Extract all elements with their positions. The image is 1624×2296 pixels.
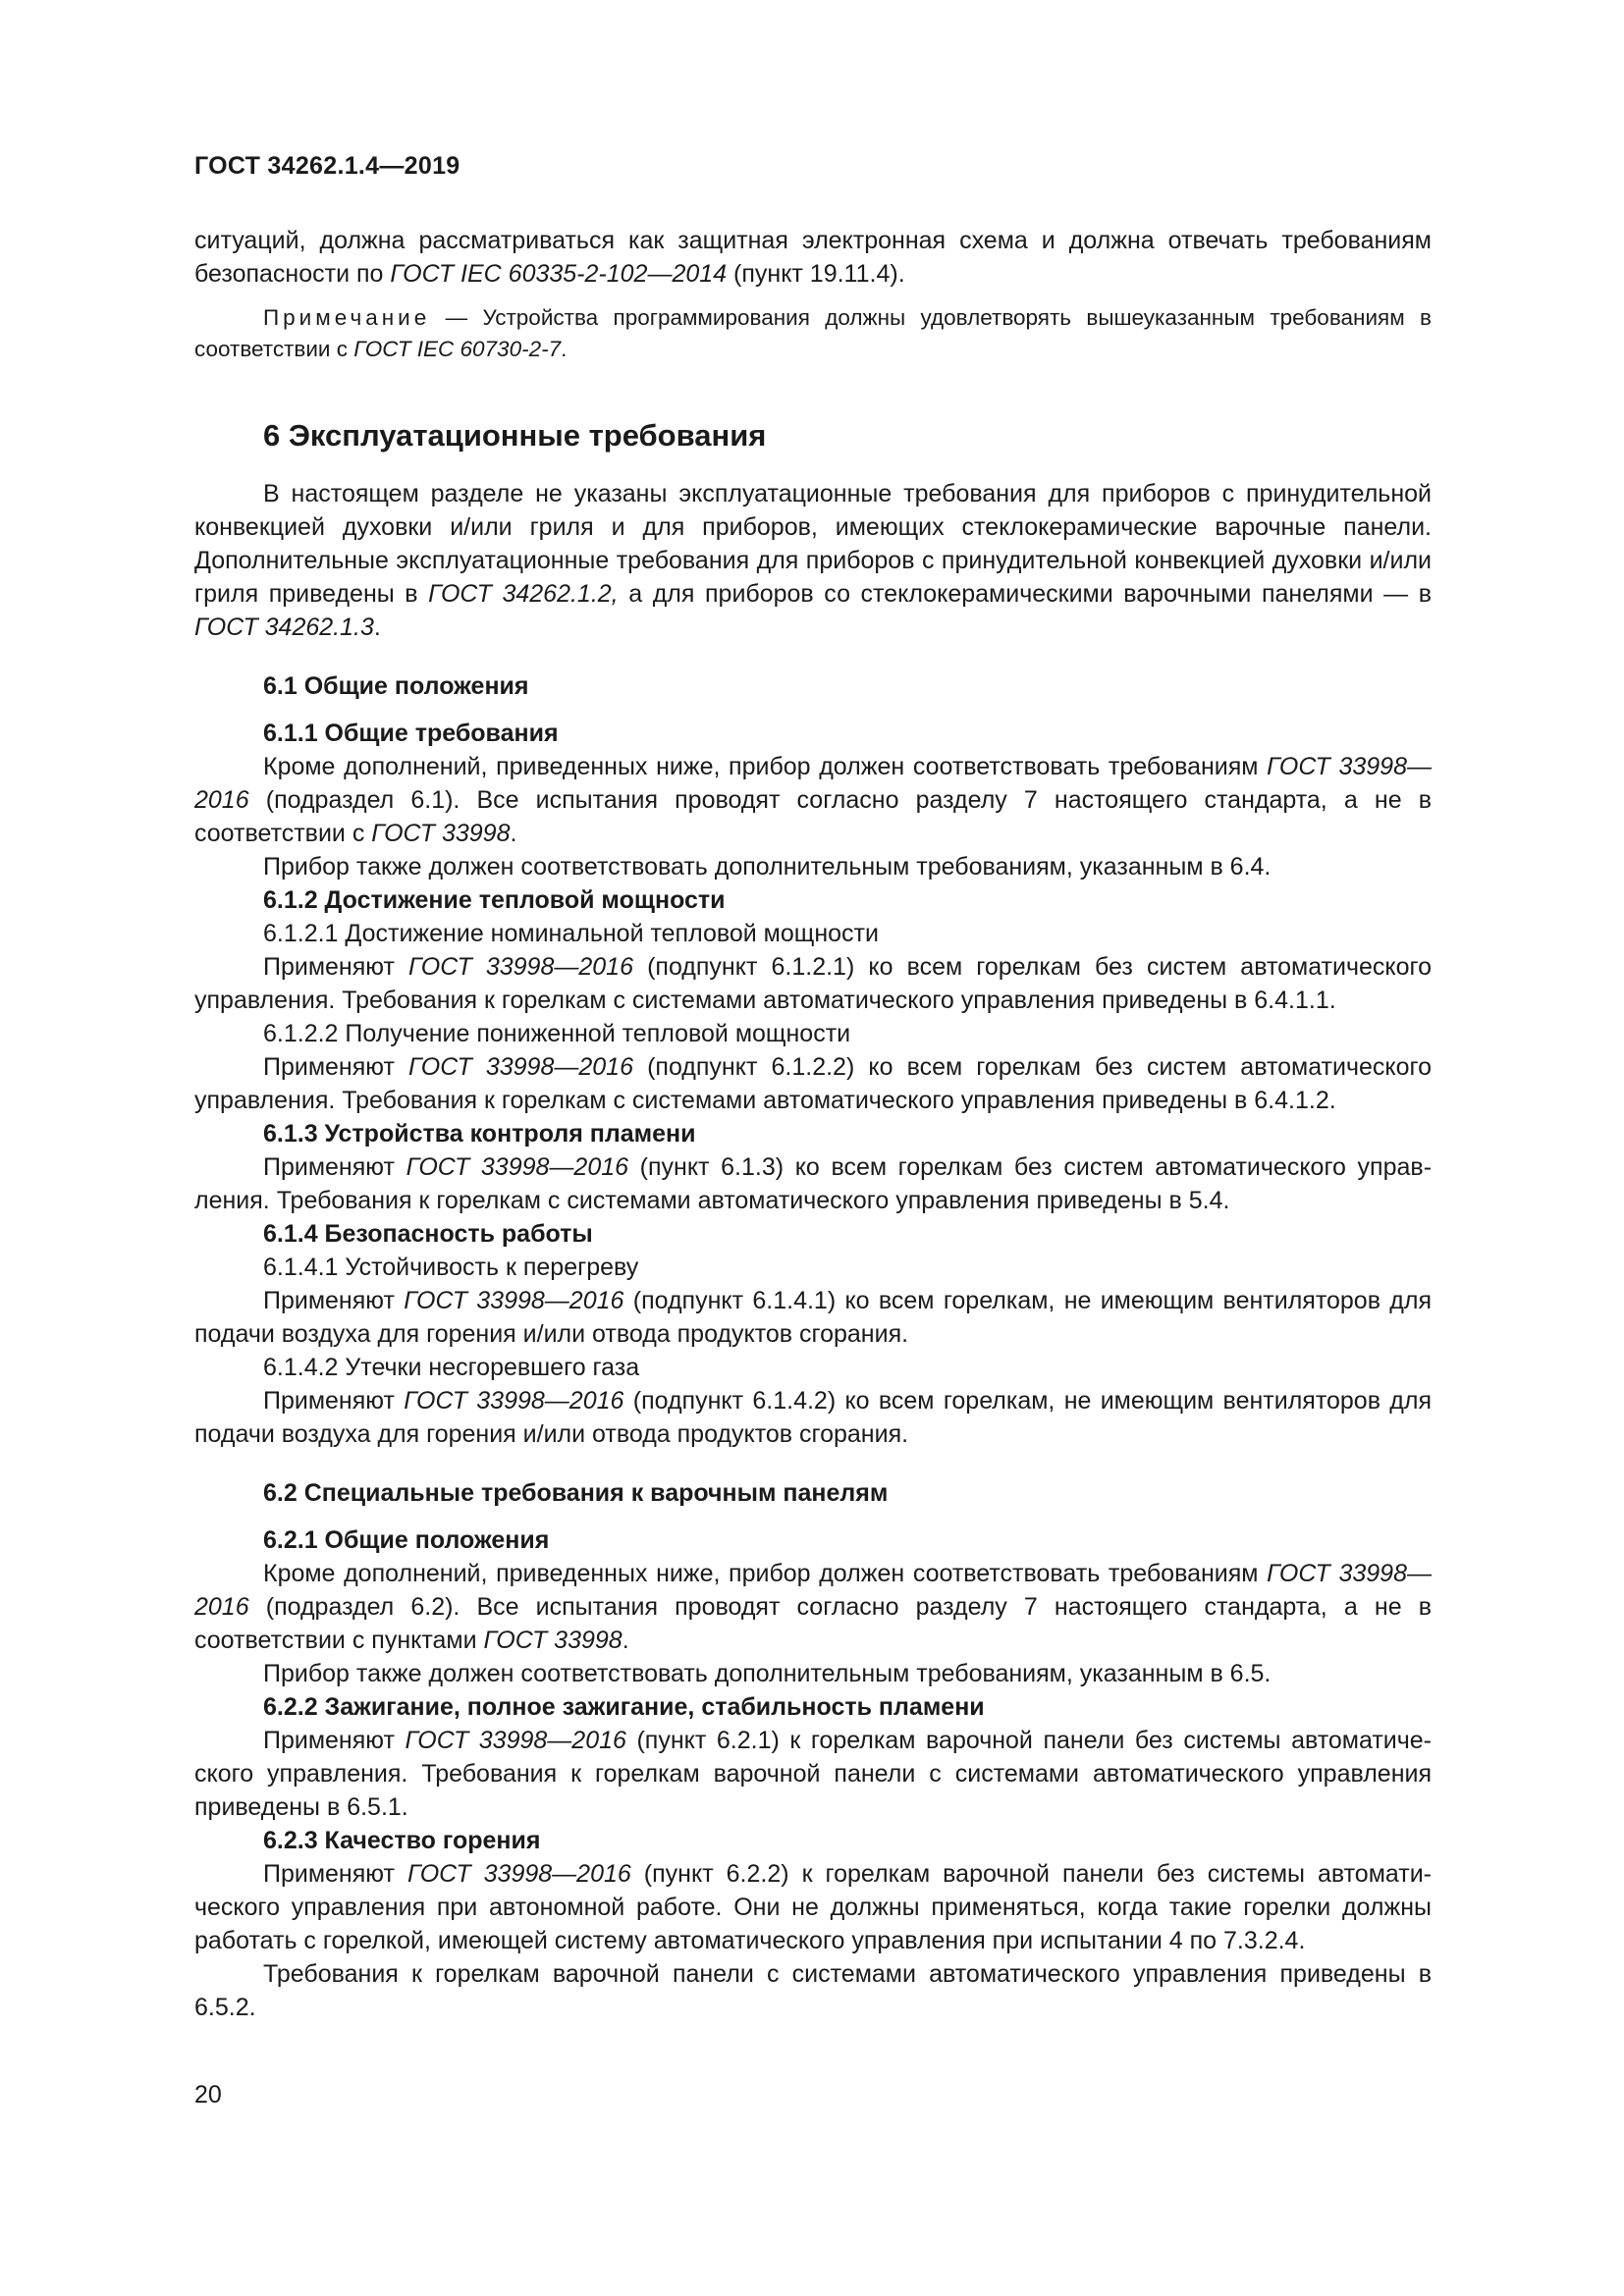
document-header-code: ГОСТ 34262.1.4—2019 (194, 152, 460, 180)
note-label: Примечание (263, 305, 431, 330)
reference-link: ГОСТ IEC 60335-2-102—2014 (390, 260, 728, 288)
subclause-6-1-2-1-text: Применяют ГОСТ 33998—2016 (подпункт 6.1.2.1) ко всем горелкам без систем автоматического управления. Требования к горелкам с системами автоматического управления приведены в 6.4.1.1. (194, 953, 1432, 1014)
reference-link: ГОСТ IEC 60730-2-7 (353, 337, 562, 361)
subclause-6-1-4-2-text: Применяют ГОСТ 33998—2016 (подпункт 6.1.4.2) ко всем горелкам, не имеющим вентиляторов для подачи воздуха для горения и/или отвода продуктов сгорания. (194, 1387, 1433, 1448)
clause-6-2-1-text: Кроме дополнений, приведенных ниже, прибор должен соответствовать требованиям ГОСТ 33998—2016 (подраздел 6.2). Все испытания проводят согласно разделу 7 настоящего стандарта, а не в соответствии с пунктами ГОСТ 33998. (194, 1560, 1432, 1654)
subclause-6-1-4-1-title: 6.1.4.1 Устойчивость к перегреву (263, 1254, 639, 1281)
section-6-intro: В настоящем разделе не указаны эксплуатационные требования для приборов с принудительной конвекцией духовки и/или гриля и для приборов, имеющих стеклокерамические варочные панели. Дополнительные эксплуатационные требования для приборов с принудительной конвекцией духовки и/или гриля приведены в ГОСТ 34262.1.2, а для приборов со стеклокерамическими варочными панелями — в ГОСТ 34262.1.3. (194, 480, 1433, 641)
clause-6-2-2-text: Применяют ГОСТ 33998—2016 (пункт 6.2.1) к горелкам варочной панели без системы автоматического управления. Требования к горелкам варочной панели с системами автоматического управления приведены в 6.5.1. (194, 1727, 1432, 1821)
clause-6-2-3-heading: 6.2.3 Качество горения (263, 1827, 541, 1854)
subclause-6-1-2-1-title: 6.1.2.1 Достижение номинальной тепловой мощности (263, 920, 879, 947)
clause-6-1-3-text: Применяют ГОСТ 33998—2016 (пункт 6.1.3) ко всем горелкам без систем автоматического управления. Требования к горелкам с системами автоматического управления приведены в 5.4. (194, 1153, 1433, 1214)
clause-6-1-3-heading: 6.1.3 Устройства контроля пламени (263, 1120, 696, 1148)
clause-6-1-1-extra: Прибор также должен соответствовать дополнительным требованиям, указанным в 6.4. (263, 853, 1272, 881)
subclause-6-1-4-1-text: Применяют ГОСТ 33998—2016 (подпункт 6.1.4.1) ко всем горелкам, не имеющим вентиляторов для подачи воздуха для горения и/или отвода продуктов сгорания. (194, 1287, 1433, 1348)
clause-6-2-1-heading: 6.2.1 Общие положения (263, 1526, 550, 1554)
clause-6-2-3-text: Применяют ГОСТ 33998—2016 (пункт 6.2.2) к горелкам варочной панели без системы автоматического управления при автономной работе. Они не должны применяться, когда такие горелки должны работать с горелкой, имеющей систему автоматического управления при испытании 4 по 7.3.2.4. (194, 1860, 1432, 1954)
clause-6-1-1-heading: 6.1.1 Общие требования (263, 720, 559, 747)
clause-6-2-2-heading: 6.2.2 Зажигание, полное зажигание, стабильность пламени (263, 1693, 985, 1721)
subclause-6-1-4-2-title: 6.1.4.2 Утечки несгоревшего газа (263, 1354, 640, 1381)
section-6-heading: 6 Эксплуатационные требования (263, 418, 767, 453)
subsection-6-2-heading: 6.2 Специальные требования к варочным панелям (263, 1479, 889, 1507)
subclause-6-1-2-2-text: Применяют ГОСТ 33998—2016 (подпункт 6.1.2.2) ко всем горелкам без систем автоматического управления. Требования к горелкам с системами автоматического управления приведены в 6.4.1.2. (194, 1053, 1432, 1114)
subclause-6-1-2-2-title: 6.1.2.2 Получение пониженной тепловой мощности (263, 1020, 851, 1047)
clause-6-1-1-text: Кроме дополнений, приведенных ниже, прибор должен соответствовать требованиям ГОСТ 33998—2016 (подраздел 6.1). Все испытания проводят согласно разделу 7 настоящего стандарта, а не в соответствии с ГОСТ 33998. (194, 753, 1432, 847)
note-paragraph: Примечание — Устройства программирования должны удовлетворять вышеуказанным требованиям в соответствии с ГОСТ IEC 60730-2-7. (194, 305, 1432, 361)
paragraph-continuation: ситуаций, должна рассматриваться как защитная электронная схема и должна отвечать требованиям безопасности по ГОСТ IEC 60335-2-102—2014 (пункт 19.11.4). (194, 227, 1432, 288)
page-number: 20 (194, 2081, 222, 2109)
clause-6-2-1-extra: Прибор также должен соответствовать дополнительным требованиям, указанным в 6.5. (263, 1660, 1272, 1687)
clause-6-1-2-heading: 6.1.2 Достижение тепловой мощности (263, 886, 726, 914)
subsection-6-1-heading: 6.1 Общие положения (263, 672, 529, 700)
clause-6-1-4-heading: 6.1.4 Безопасность работы (263, 1220, 593, 1248)
clause-6-2-3-extra: Требования к горелкам варочной панели с системами автоматического управления приведены в 6.5.2. (194, 1960, 1432, 2021)
document-body (194, 224, 1432, 2024)
